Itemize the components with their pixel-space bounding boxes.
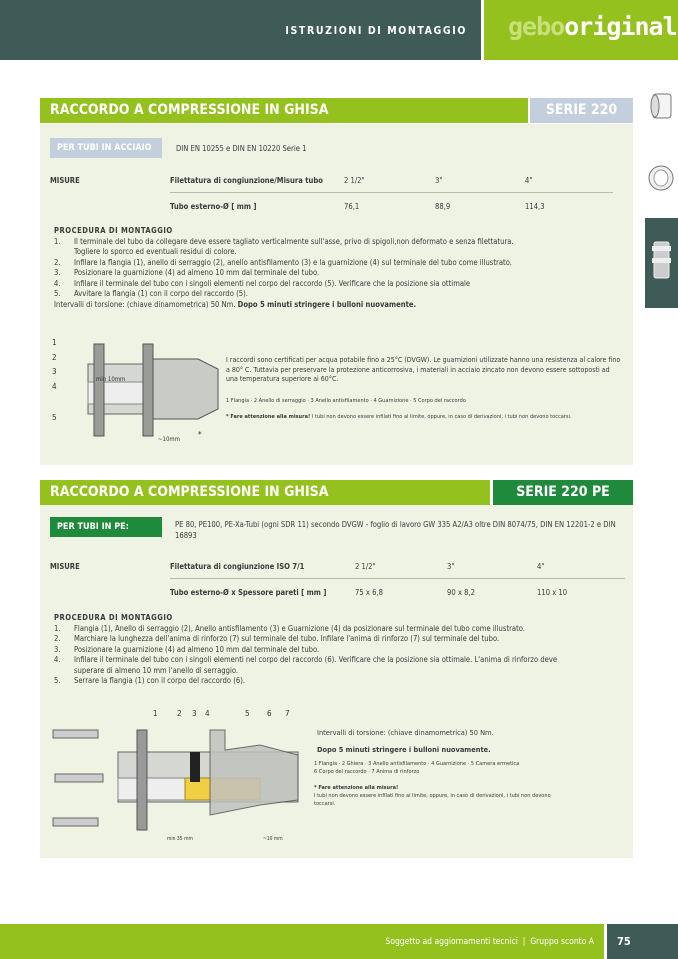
procedure-title: PROCEDURA DI MONTAGGIO (54, 613, 173, 622)
parts-legend-1: 1 Flangia · 2 Ghiera · 3 Anello antisfilamento · 4 Guarnizione · 5 Camera ermetica (314, 761, 520, 767)
cell: 4" (537, 562, 545, 571)
coupling-icon (645, 218, 678, 308)
warning-note: * Fare attenzione alla misura! I tubi non devono essere infilati fino al limite, oppure, in caso di derivazioni, i tubi non devono toccarsi. (314, 785, 551, 807)
fitting-ring-icon (645, 158, 678, 198)
cell: 90 x 8,2 (447, 588, 475, 597)
norm-text: PE 80, PE100, PE-Xa-Tubi (ogni SDR 11) secondo DVGW - foglio di lavoro GW 335 A2/A3 oltre DIN 8074/75, DIN EN 12201-2 e DIN 16893 (175, 520, 616, 540)
svg-text:3: 3 (192, 709, 197, 718)
section1-title: RACCORDO A COMPRESSIONE IN GHISA (40, 98, 528, 123)
svg-text:2: 2 (177, 709, 182, 718)
pipe-type-tag: PER TUBI IN ACCIAIO (50, 138, 162, 158)
header-title: ISTRUZIONI DI MONTAGGIO (285, 25, 467, 37)
cell: 88,9 (435, 202, 451, 211)
svg-text:min 35 mm: min 35 mm (167, 836, 193, 842)
row-label: Tubo esterno-Ø x Spessore pareti [ mm ] (170, 588, 327, 597)
footer-bar (0, 924, 604, 959)
cell: 4" (525, 176, 533, 185)
section2-title: RACCORDO A COMPRESSIONE IN GHISA (40, 480, 490, 505)
section1-panel (40, 124, 633, 465)
section-tab[interactable] (645, 218, 678, 308)
certification-text: I raccordi sono certificati per acqua potabile fino a 25°C (DVGW). Le guarnizioni utilizzate hanno una resistenza al calore fino a 80° C. Tuttavia per preservare la protezione anticorrosiva, i materiali in acciaio zincato non devono essere sottoposti ad una temperatura superiore ai 60°C. (226, 356, 621, 383)
svg-text:2: 2 (52, 353, 57, 362)
cell: 114,3 (525, 202, 545, 211)
row-label: Filettatura di congiunzione ISO 7/1 (170, 562, 305, 571)
cell: 110 x 10 (537, 588, 568, 597)
logo-part2: original (564, 12, 677, 41)
step: 3. Posizionare la guarnizione (4) ad almeno 10 mm dal terminale del tubo. (54, 644, 320, 654)
cell: 2 1/2" (344, 176, 365, 185)
section2-panel (40, 505, 633, 858)
page-number-box (607, 924, 678, 959)
footer-note: Soggetto ad aggiornamenti tecnici | Gruppo sconto A (385, 937, 594, 947)
row-label: Tubo esterno-Ø [ mm ] (170, 202, 257, 211)
warning-note: * Fare attenzione alla misura! I tubi non devono essere infilati fino al limite, oppure, in caso di derivazioni, i tubi non devono toccarsi. (226, 414, 572, 420)
svg-text:4: 4 (52, 382, 57, 391)
brand-logo (484, 0, 678, 60)
cell: 3" (435, 176, 443, 185)
step: 4. Infilare il terminale del tubo con i singoli elementi nel corpo del raccordo (5). Verificare che la posizione sia ottimale (54, 278, 471, 288)
parts-legend-2: 6 Corpo del raccordo · 7 Anima di rinforzo (314, 769, 420, 775)
svg-text:min 10mm: min 10mm (96, 376, 126, 383)
torque-text: Intervalli di torsione: (chiave dinamometrica) 50 Nm. (317, 728, 494, 737)
svg-text:1: 1 (52, 338, 57, 347)
svg-text:4: 4 (205, 709, 210, 718)
step: 5. Avvitare la flangia (1) con il corpo del raccordo (5). (54, 289, 248, 298)
procedure (54, 226, 624, 310)
divider (170, 192, 613, 193)
step: 3. Posizionare la guarnizione (4) ad almeno 10 mm dal terminale del tubo. (54, 268, 320, 277)
norm-text: DIN EN 10255 e DIN EN 10220 Serie 1 (176, 144, 307, 153)
section1-serie: SERIE 220 (530, 98, 633, 123)
step: 1. Il terminale del tubo da collegare deve essere tagliato verticalmente sull'asse, privo di spigoli,non deformato e senza filettatura. Togliere lo sporco ed eventuali residui di colore. (54, 236, 514, 256)
svg-text:5: 5 (52, 413, 57, 422)
step: 1. Flangia (1), Anello di serraggio (2), Anello antisfilamento (3) e Guarnizione (4) da posizionare sul terminale del tubo come illustrato. (54, 623, 525, 633)
step: 2. Marchiare la lunghezza dell'anima di rinforzo (7) sul terminale del tubo. Infilare l'anima di rinforzo (7) sul terminale del tubo. (54, 634, 500, 643)
divider (170, 578, 625, 579)
fitting-drawing-2 (45, 700, 310, 845)
pipe-type-tag: PER TUBI IN PE: (50, 517, 162, 537)
logo-part1: gebo (508, 12, 565, 41)
torque-text: Intervalli di torsione: (chiave dinamometrica) 50 Nm. Dopo 5 minuti stringere i bulloni nuovamente. (54, 299, 417, 309)
cell: 3" (447, 562, 455, 571)
fitting-cap-icon (645, 88, 678, 128)
cell: 75 x 6,8 (355, 588, 383, 597)
step: 5. Serrare la flangia (1) con il corpo del raccordo (6). (54, 676, 246, 685)
svg-text:7: 7 (285, 709, 290, 718)
procedure (54, 613, 629, 687)
svg-text:3: 3 (52, 367, 57, 376)
svg-text:*: * (198, 430, 202, 439)
cell: 76,1 (344, 202, 360, 211)
svg-text:6: 6 (267, 709, 272, 718)
misure-label: MISURE (50, 562, 80, 571)
step: 2. Infilare la flangia (1), anello di serraggio (2), anello antisfilamento (3) e la guarnizione (4) sul terminale del tubo come illustrato. (54, 257, 512, 267)
page-number: 75 (617, 935, 631, 948)
svg-text:5: 5 (245, 709, 250, 718)
section2-serie: SERIE 220 PE (493, 480, 633, 505)
cell: 2 1/2" (355, 562, 376, 571)
svg-text:1: 1 (153, 709, 158, 718)
procedure-title: PROCEDURA DI MONTAGGIO (54, 226, 173, 235)
misure-label: MISURE (50, 176, 80, 185)
svg-text:~10mm: ~10mm (158, 436, 180, 443)
fitting-drawing-1 (48, 334, 228, 449)
header-bar (0, 0, 481, 60)
row-label: Filettatura di congiunzione/Misura tubo (170, 176, 323, 185)
svg-text:~10 mm: ~10 mm (263, 836, 283, 842)
torque-bold-text: Dopo 5 minuti stringere i bulloni nuovamente. (317, 745, 491, 754)
parts-legend: 1 Flangia · 2 Anello di serraggio · 3 Anello antisfilamento · 4 Guarnizione · 5 Corpo del raccordo (226, 398, 466, 404)
step: 4. Infilare il terminale del tubo con i singoli elementi nel corpo del raccordo (6). Verificare che la posizione sia ottimale. L'anima di rinforzo deve superare di almeno 10 mm l'anello di serraggio. (54, 655, 558, 675)
